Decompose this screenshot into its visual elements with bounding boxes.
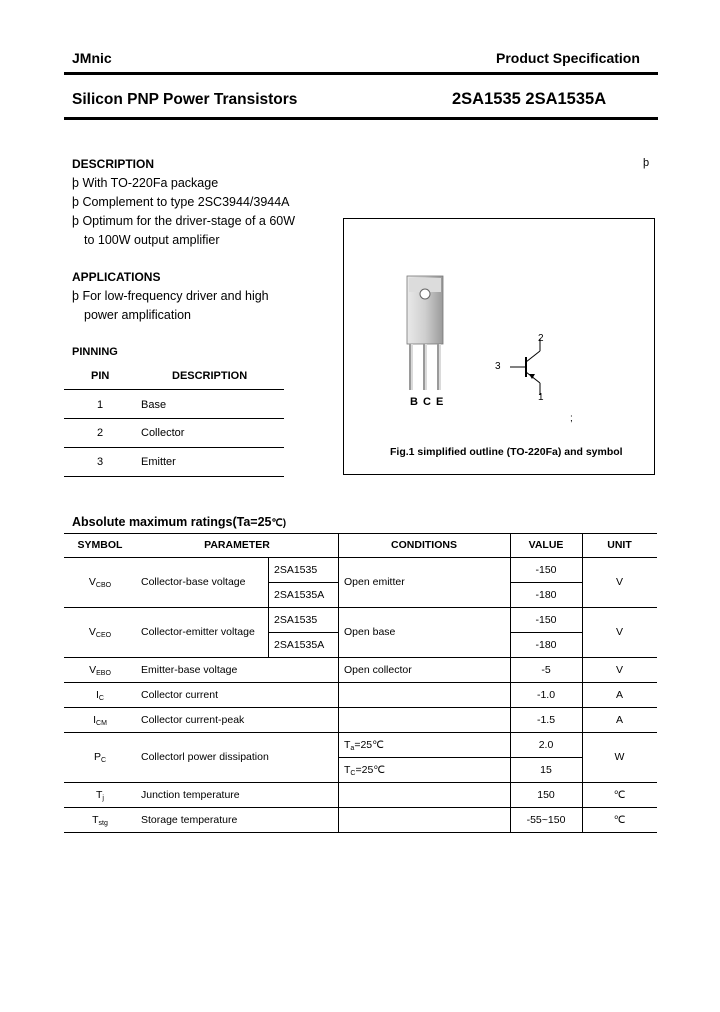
condition-cell: Open base	[344, 626, 396, 638]
table-rule	[64, 832, 657, 833]
table-rule	[64, 476, 284, 477]
condition-rest: =25℃	[354, 739, 384, 751]
part-number: 2SA1535 2SA1535A	[452, 90, 607, 108]
table-rule	[64, 389, 284, 390]
symbol-letter: P	[93, 751, 101, 763]
table-rule	[64, 782, 657, 783]
pin-description: Emitter	[141, 456, 176, 468]
description-heading: DESCRIPTION	[72, 157, 155, 171]
symbol-letter: T	[96, 789, 103, 801]
table-rule	[64, 707, 657, 708]
symbol-vcbo	[64, 576, 136, 589]
symbol-letter: T	[92, 814, 99, 826]
symbol-letter: V	[88, 626, 96, 638]
pin-number: 2	[97, 427, 104, 439]
title-rule	[64, 117, 658, 120]
parameter-cell: Collector current	[141, 689, 219, 701]
figure-caption: Fig.1 simplified outline (TO-220Fa) and symbol	[390, 446, 623, 458]
parameter-cell: Collector current-peak	[141, 714, 245, 726]
parameter-cell: Emitter-base voltage	[141, 664, 238, 676]
value-cell: -180	[535, 639, 557, 651]
unit-cell: W	[614, 751, 625, 763]
list-item-text: For low-frequency driver and high	[82, 289, 269, 303]
pinning-heading: PINNING	[72, 346, 118, 358]
table-column-rule	[268, 557, 269, 657]
symbol-letter: I	[96, 689, 99, 701]
value-cell: 150	[537, 789, 555, 801]
symbol-subscript: C	[98, 695, 104, 702]
table-rule	[64, 682, 657, 683]
symbol-pin-1: 1	[538, 392, 544, 403]
parameter-cell: Junction temperature	[141, 789, 240, 801]
unit-cell: A	[615, 714, 623, 726]
value-cell: -55~150	[526, 814, 566, 826]
table-rule	[510, 632, 582, 633]
parameter-cell: Collectorl power dissipation	[141, 751, 269, 763]
pin-description: Collector	[141, 427, 185, 439]
symbol-vceo	[64, 626, 136, 639]
list-item	[72, 289, 269, 303]
value-cell: 15	[540, 764, 552, 776]
list-item	[72, 214, 295, 228]
value-cell: -1.5	[536, 714, 556, 726]
list-item-continuation: to 100W output amplifier	[84, 233, 220, 247]
symbol-ic	[64, 689, 136, 702]
description-col-header: DESCRIPTION	[172, 370, 248, 382]
table-rule	[64, 657, 657, 658]
table-rule	[64, 447, 284, 448]
value-cell: -180	[535, 589, 557, 601]
bullet-mark: þ	[72, 195, 79, 209]
symbol-vebo	[64, 664, 136, 677]
page-title: Silicon PNP Power Transistors	[72, 91, 298, 108]
symbol-subscript: C	[100, 757, 107, 764]
value-cell: -5	[541, 664, 551, 676]
symbol-col-header: SYMBOL	[77, 539, 123, 551]
symbol-icm	[64, 714, 136, 727]
brand-name: JMnic	[72, 50, 112, 66]
value-cell: -1.0	[536, 689, 556, 701]
pin-description: Base	[141, 399, 167, 411]
unit-cell: V	[615, 664, 623, 676]
figure-box	[343, 218, 655, 475]
pin-col-header: PIN	[91, 370, 110, 382]
value-col-header: VALUE	[528, 539, 564, 551]
table-rule	[268, 582, 338, 583]
parameter-cell: Collector-emitter voltage	[141, 626, 255, 638]
bullet-mark: þ	[72, 289, 79, 303]
product-spec-label: Product Specification	[496, 50, 640, 66]
symbol-letter: I	[93, 714, 97, 726]
symbol-subscript: stg	[98, 820, 108, 827]
value-cell: 2.0	[538, 739, 554, 751]
list-item-text: With TO-220Fa package	[82, 176, 219, 190]
table-rule	[510, 582, 582, 583]
list-item	[72, 195, 290, 209]
value-cell: -150	[535, 564, 557, 576]
ratings-heading-text: Absolute maximum ratings(Ta=25	[72, 515, 272, 529]
condition-cell: Open collector	[344, 664, 412, 676]
condition-subscript: a	[350, 745, 355, 752]
ratings-heading	[72, 515, 286, 529]
symbol-subscript: CM	[96, 720, 107, 727]
table-rule	[64, 807, 657, 808]
pnp-symbol-icon	[506, 337, 556, 407]
figure-dot: ;	[570, 413, 573, 424]
variant-cell: 2SA1535	[274, 564, 318, 576]
condition-rest: =25℃	[355, 764, 386, 776]
table-rule	[338, 757, 582, 758]
conditions-col-header: CONDITIONS	[391, 539, 457, 551]
condition-letter: T	[344, 764, 351, 776]
pin-number: 1	[97, 399, 104, 411]
table-rule	[268, 632, 338, 633]
unit-cell: V	[615, 626, 623, 638]
table-column-rule	[338, 533, 339, 832]
parameter-col-header: PARAMETER	[204, 539, 270, 551]
symbol-subscript: CEO	[95, 632, 112, 639]
table-rule	[64, 732, 657, 733]
symbol-letter: V	[88, 576, 96, 588]
corner-mark: þ	[643, 157, 650, 169]
unit-cell: ℃	[613, 814, 626, 826]
unit-cell: A	[615, 689, 623, 701]
symbol-tstg	[64, 814, 136, 827]
symbol-letter: V	[89, 664, 97, 676]
list-item-continuation: power amplification	[84, 308, 191, 322]
parameter-cell: Collector-base voltage	[141, 576, 246, 588]
pin-labels: B C E	[410, 396, 445, 408]
variant-cell: 2SA1535A	[274, 639, 325, 651]
symbol-tj	[64, 789, 136, 802]
condition-letter: T	[344, 739, 351, 751]
bullet-mark: þ	[72, 214, 79, 228]
table-rule	[64, 607, 657, 608]
ratings-heading-unit: ℃)	[271, 518, 287, 529]
condition-cell	[344, 764, 385, 777]
condition-cell	[344, 739, 384, 752]
condition-cell: Open emitter	[344, 576, 405, 588]
bullet-mark: þ	[72, 176, 79, 190]
value-cell: -150	[535, 614, 557, 626]
symbol-subscript: CBO	[95, 582, 112, 589]
table-rule	[64, 533, 657, 534]
applications-heading: APPLICATIONS	[72, 270, 161, 284]
parameter-cell: Storage temperature	[141, 814, 238, 826]
table-column-rule	[510, 533, 511, 832]
unit-cell: ℃	[613, 789, 626, 801]
condition-subscript: C	[350, 770, 356, 777]
to220-package-image	[399, 274, 451, 394]
list-item	[72, 176, 218, 190]
pin-number: 3	[97, 456, 104, 468]
symbol-pc	[64, 751, 136, 764]
symbol-pin-3: 3	[495, 361, 501, 372]
list-item-text: Optimum for the driver-stage of a 60W	[82, 214, 296, 228]
symbol-subscript: j	[102, 795, 104, 802]
symbol-subscript: EBO	[96, 670, 111, 677]
unit-cell: V	[615, 576, 623, 588]
symbol-pin-2: 2	[538, 333, 544, 344]
unit-col-header: UNIT	[607, 539, 632, 551]
list-item-text: Complement to type 2SC3944/3944A	[82, 195, 290, 209]
variant-cell: 2SA1535	[274, 614, 318, 626]
header-rule	[64, 72, 658, 75]
table-rule	[64, 557, 657, 558]
variant-cell: 2SA1535A	[274, 589, 325, 601]
table-rule	[64, 418, 284, 419]
